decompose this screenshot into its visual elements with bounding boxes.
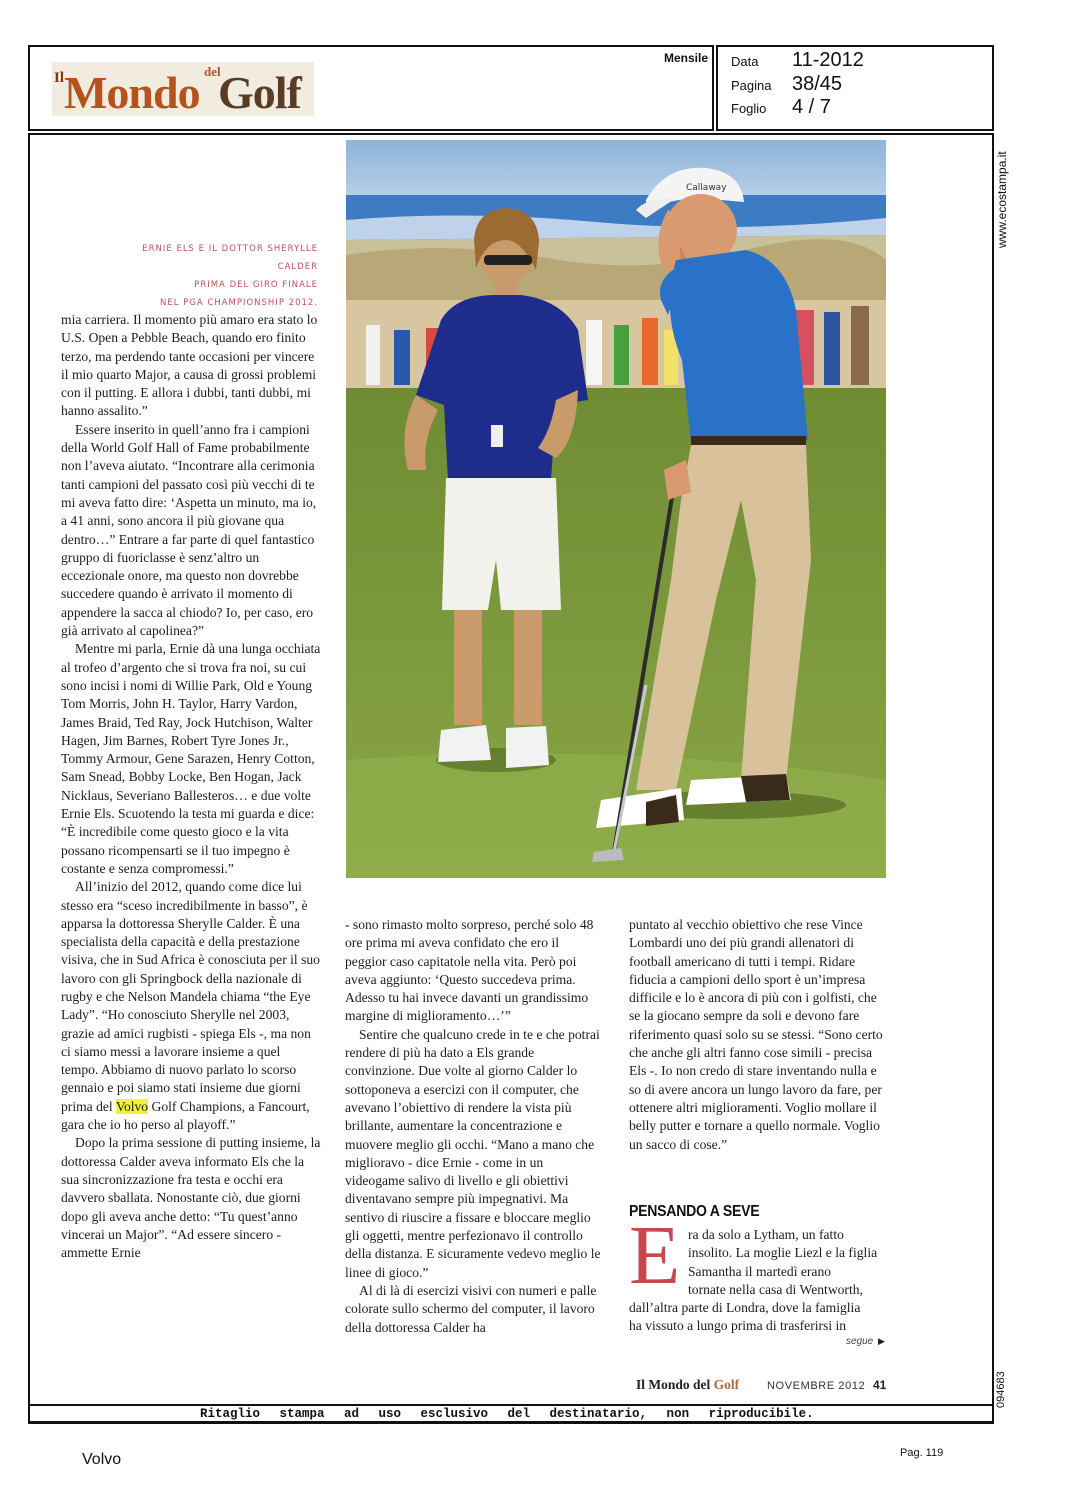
paragraph: mia carriera. Il momento più amaro era stato lo U.S. Open a Pebble Beach, quando ero finito terzo, ma perdendo tante occasioni per vincere il mio quarto Major, a causa di grossi problemi con il putting. E allora i dubbi, tanti dubbi, mi hanno assalito.” [61, 312, 318, 419]
highlighted-keyword: Volvo [115, 1098, 149, 1114]
article-column-1 [61, 311, 321, 1262]
footer-issue-date: NOVEMBRE 2012 [767, 1380, 866, 1392]
meta-label-pagina: Pagina [731, 78, 772, 93]
drop-cap: E [629, 1209, 681, 1302]
continue-label: segue [846, 1336, 874, 1347]
meta-value-pagina: 38/45 [792, 73, 843, 95]
magazine-logo: Il Mondo del Golf [52, 62, 314, 116]
meta-label-foglio: Foglio [731, 101, 767, 116]
side-code: 094683 [995, 1371, 1007, 1408]
side-url: www.ecostampa.it [995, 151, 1009, 248]
client-keyword: Volvo [82, 1451, 122, 1468]
meta-label-data: Data [731, 54, 759, 69]
periodicity-label: Mensile [664, 51, 709, 65]
paragraph: - sono rimasto molto sorpreso, perché solo 48 ore prima mi aveva confidato che ero il peggior caso capitatole nella vita. Però poi aveva aggiunto: ‘Questo succedeva prima. Adesso tu hai invece davanti un grandissimo margine di miglioramento…’” [345, 917, 594, 1024]
paragraph: Al di là di esercizi visivi con numeri e palle colorate sullo schermo del computer, il lavoro della dottoressa Calder ha [345, 1282, 597, 1335]
play-arrow-icon: ▶ [878, 1337, 885, 1347]
disclaimer-text: Ritaglio stampa ad uso esclusivo del destinatario, non riproducibile. [200, 1407, 814, 1421]
article-column-3-continued: ra da solo a Lytham, un fatto insolito. La moglie Liezl e la figlia Samantha il martedì erano tornate nella casa di Wentworth, dall’altra parte di Londra, dove la famiglia ha vissuto a lungo prima di trasferirsi in [629, 1227, 878, 1334]
photo-caption: ERNIE ELS E IL DOTTOR SHERYLLE CALDER PRIMA DEL GIRO FINALE NEL PGA CHAMPIONSHIP 2012. [142, 244, 318, 308]
footer-page-number: 41 [873, 1378, 887, 1392]
paragraph: All’inizio del 2012, quando come dice lui stesso era “sceso incredibilmente in basso”, è apparsa la dottoressa Sherylle Calder. È una specialista della capacità e della prestazione visiva, che in Sud Africa è conosciuta per il suo lavoro con gli Springbock della nazionale di rugby e che Nelson Mandela chiama “the Eye Lady”. “Ho conosciuto Sherylle nel 2003, grazie ad amici rugbisti - spiega Els -, ma non ci siamo messi a lavorare insieme a quel tempo. Abbiamo di nuovo parlato lo scorso gennaio e poi siamo stati insieme due giorni prima del Volvo Golf Champions, a Fancourt, gara che io ho perso al playoff.” [61, 879, 320, 1133]
cap-logo-text: Callaway [686, 183, 727, 193]
meta-value-foglio: 4 / 7 [792, 96, 831, 118]
footer-magazine-name: Il Mondo del Golf [636, 1377, 740, 1392]
paragraph: puntato al vecchio obiettivo che rese Vince Lombardi uno dei più grandi allenatori di football americano di tutti i tempi. Ridare fiducia a campioni dello sport è un’impresa difficile e lo è ancora di più con i golfisti, che se la giocano sempre da soli e devono fare riferimento quasi solo su se stessi. “Sono certo che anche gli altri fanno cose simili - precisa Els -. Io non credo di stare inventando nulla e so di avere ancora un lungo lavoro da fare, per ottenere altri miglioramenti. Voglio mollare il belly putter e tornare a quello normale. Voglio un sacco di cose.” [629, 917, 883, 1152]
paragraph: Mentre mi parla, Ernie dà una lunga occhiata al trofeo d’argento che si trova fra noi, su cui sono incisi i nomi di Willie Park, Old e Young Tom Morris, John H. Taylor, Harry Vardon, James Braid, Ted Ray, Jock Hutchison, Walter Hagen, Jim Barnes, Robert Tyre Jones Jr., Tommy Armour, Gene Sarazen, Henry Cotton, Sam Snead, Bobby Locke, Ben Hogan, Jack Nicklaus, Severiano Ballesteros… e due volte Ernie Els. Scuotendo la testa mi guarda e dice: “È incredibile come questo gioco e la vita possano ricompensarti se il tuo impegno è costante e senza compromessi.” [61, 641, 321, 876]
meta-value-data: 11-2012 [792, 49, 864, 71]
section-subheading: PENSANDO A SEVE [629, 1203, 760, 1220]
paragraph: Dopo la prima sessione di putting insieme, la dottoressa Calder aveva informato Els che la sua sincronizzazione fra testa e occhi era davvero sballata. Nonostante ciò, due giorni dopo gli aveva anche detto: “Tu quest’anno vincerai un Major”. “Ad essere sincero - ammette Ernie [61, 1135, 321, 1261]
article-column-3 [629, 916, 889, 1154]
page-counter: Pag. 119 [900, 1447, 944, 1459]
article-photo [346, 140, 886, 878]
golf-photo-illustration [346, 140, 886, 878]
paragraph: Sentire che qualcuno crede in te e che potrai rendere di più ha dato a Els grande convinzione. Due volte al giorno Calder lo sottoponeva a esercizi con il computer, che avevano l’obiettivo di rendere la vista più brillante, aumentare la concentrazione e muovere meglio gli occhi. “Mano a mano che miglioravo - dice Ernie - come in un videogame salivo di livello e gli obiettivi diventavano sempre più impegnativi. Ma sentivo di riuscire a fissare e bloccare meglio gli oggetti, mentre perfezionavo il controllo della distanza. E sicuramente vedevo meglio le linee di gioco.” [345, 1026, 601, 1280]
paragraph: Essere inserito in quell’anno fra i campioni della World Golf Hall of Fame probabilmente non l’aveva aiutato. “Incontrare alla cerimonia tanti campioni del passato così più vecchi di te mi aveva fatto dire: ‘Aspetta un minuto, ma io, a 41 anni, sono ancora il più giovane qua dentro…” Entrare a far parte di quel fantastico gruppo di fuoriclasse è senz’altro un eccezionale onore, ma questo non dovrebbe succedere quando è arrivato il momento di appendere la sacca al chiodo? Io, per caso, ero già arrivato al capolinea?” [61, 421, 317, 639]
article-column-2 [345, 916, 603, 1337]
